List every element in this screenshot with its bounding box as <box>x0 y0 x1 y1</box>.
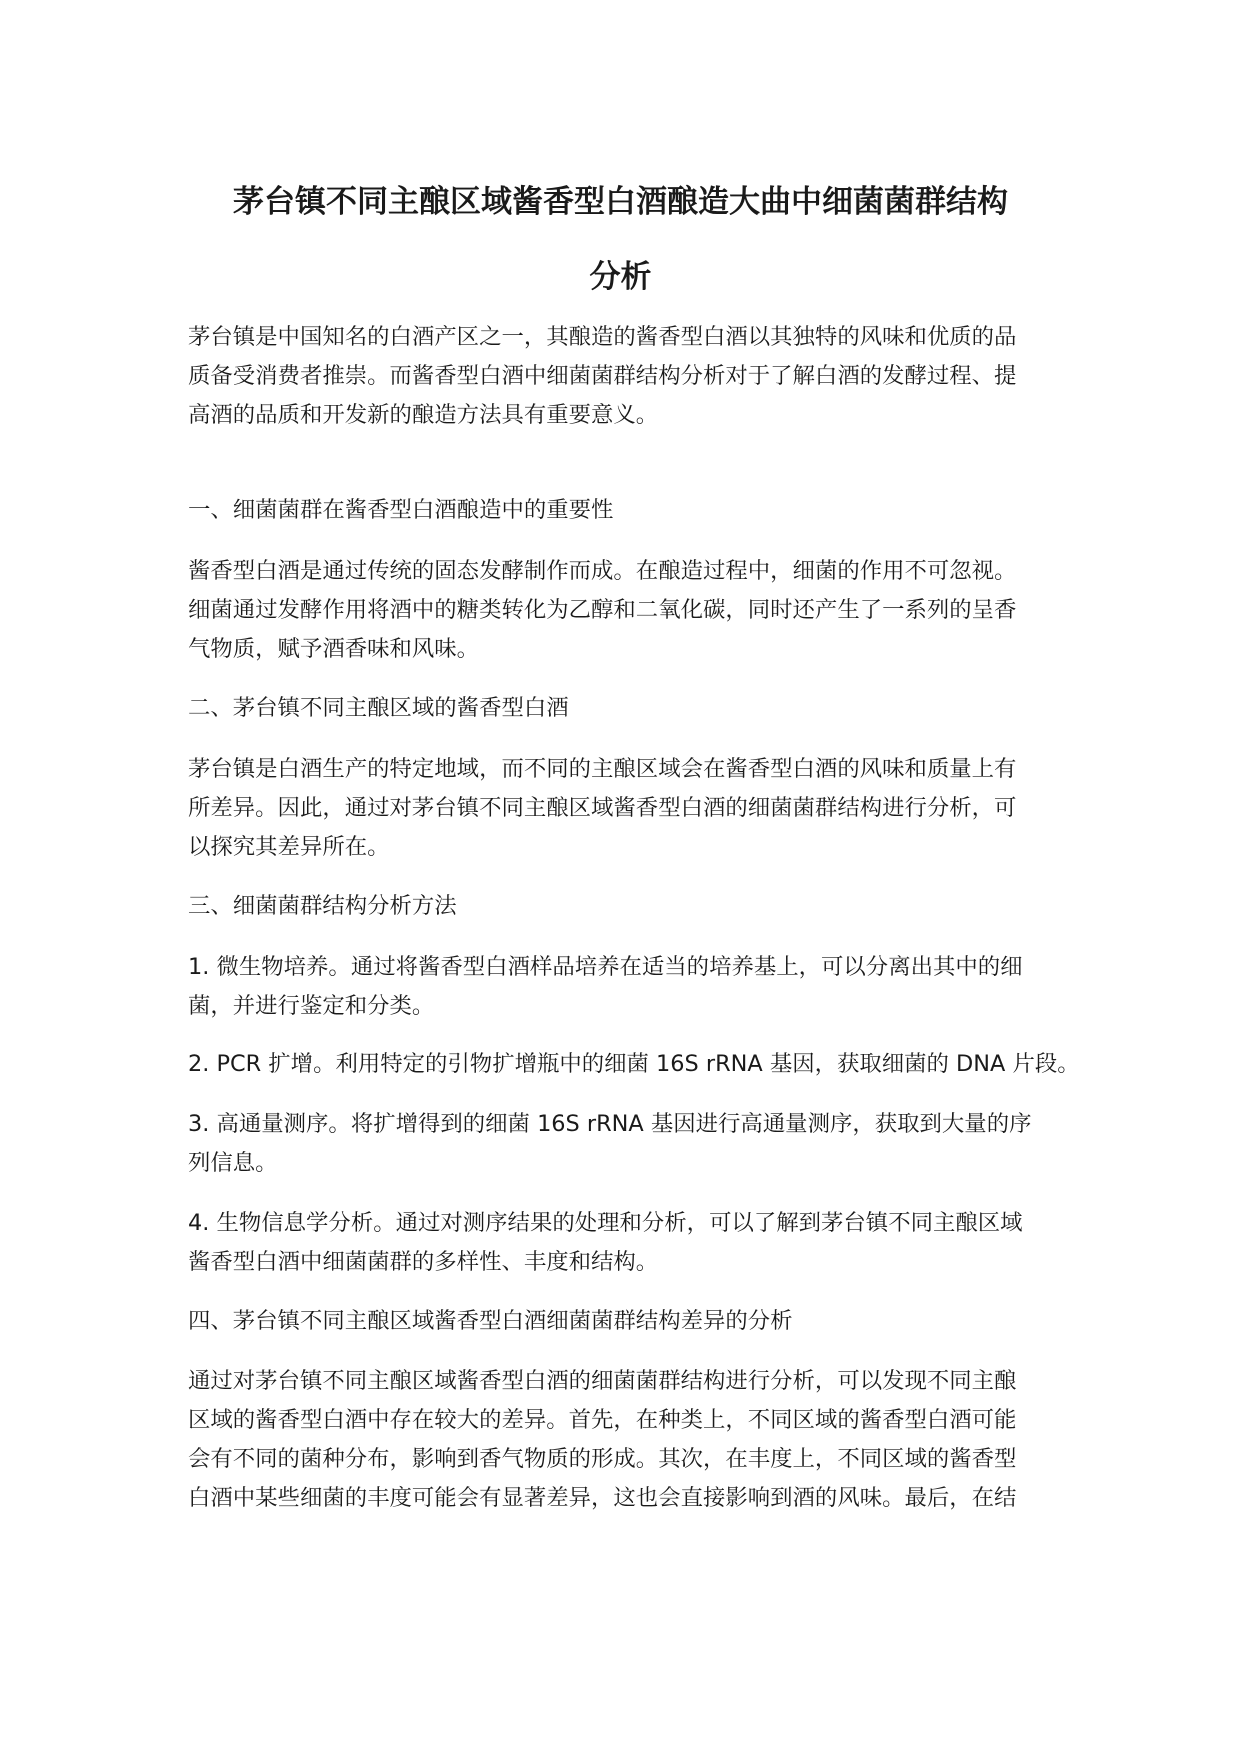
section-heading-3 <box>188 887 1068 926</box>
text-line: 白酒中某些细菌的丰度可能会有显著差异，这也会直接影响到酒的风味。最后，在结 <box>188 1485 1017 1511</box>
text-line: 质备受消费者推崇。而酱香型白酒中细菌菌群结构分析对于了解白酒的发酵过程、提 <box>188 363 1017 389</box>
text-line: 4. 生物信息学分析。通过对测序结果的处理和分析，可以了解到茅台镇不同主酿区域 <box>188 1210 1023 1236</box>
paragraph-section-1 <box>188 552 1068 669</box>
heading-text: 四、茅台镇不同主酿区域酱香型白酒细菌菌群结构差异的分析 <box>188 1308 793 1334</box>
list-item-2 <box>188 1045 1080 1084</box>
section-heading-2 <box>188 689 1068 728</box>
text-line: 通过对茅台镇不同主酿区域酱香型白酒的细菌菌群结构进行分析，可以发现不同主酿 <box>188 1368 1017 1394</box>
text-line: 酱香型白酒是通过传统的固态发酵制作而成。在酿造过程中，细菌的作用不可忽视。 <box>188 558 1017 584</box>
text-line: 1. 微生物培养。通过将酱香型白酒样品培养在适当的培养基上，可以分离出其中的细 <box>188 954 1023 980</box>
list-item-3 <box>188 1105 1068 1183</box>
text-line: 2. PCR 扩增。利用特定的引物扩增瓶中的细菌 16S rRNA 基因，获取细菌的 DNA 片段。 <box>188 1051 1080 1077</box>
list-item-1 <box>188 948 1068 1026</box>
text-line: 高酒的品质和开发新的酿造方法具有重要意义。 <box>188 402 659 428</box>
text-line: 酱香型白酒中细菌菌群的多样性、丰度和结构。 <box>188 1249 659 1275</box>
heading-text: 二、茅台镇不同主酿区域的酱香型白酒 <box>188 695 569 721</box>
list-item-4 <box>188 1204 1068 1282</box>
paragraph-intro <box>188 318 1068 435</box>
section-heading-4 <box>188 1302 1068 1341</box>
text-line: 所差异。因此，通过对茅台镇不同主酿区域酱香型白酒的细菌菌群结构进行分析，可 <box>188 795 1017 821</box>
paragraph-section-4 <box>188 1362 1068 1518</box>
document-title-line-1: 茅台镇不同主酿区域酱香型白酒酿造大曲中细菌菌群结构 <box>233 184 1008 220</box>
text-line: 3. 高通量测序。将扩增得到的细菌 16S rRNA 基因进行高通量测序，获取到大量的序 <box>188 1111 1032 1137</box>
text-line: 气物质，赋予酒香味和风味。 <box>188 636 480 662</box>
paragraph-section-2 <box>188 750 1068 867</box>
text-line: 菌，并进行鉴定和分类。 <box>188 993 435 1019</box>
section-heading-1 <box>188 491 1068 530</box>
text-line: 茅台镇是白酒生产的特定地域，而不同的主酿区域会在酱香型白酒的风味和质量上有 <box>188 756 1017 782</box>
text-line: 细菌通过发酵作用将酒中的糖类转化为乙醇和二氧化碳，同时还产生了一系列的呈香 <box>188 597 1017 623</box>
text-line: 以探究其差异所在。 <box>188 834 390 860</box>
document-title-line-2: 分析 <box>589 259 652 295</box>
heading-text: 三、细菌菌群结构分析方法 <box>188 893 457 919</box>
text-line: 列信息。 <box>188 1150 278 1176</box>
text-line: 茅台镇是中国知名的白酒产区之一，其酿造的酱香型白酒以其独特的风味和优质的品 <box>188 324 1017 350</box>
text-line: 会有不同的菌种分布，影响到香气物质的形成。其次，在丰度上，不同区域的酱香型 <box>188 1446 1017 1472</box>
heading-text: 一、细菌菌群在酱香型白酒酿造中的重要性 <box>188 497 614 523</box>
text-line: 区域的酱香型白酒中存在较大的差异。首先，在种类上，不同区域的酱香型白酒可能 <box>188 1407 1017 1433</box>
